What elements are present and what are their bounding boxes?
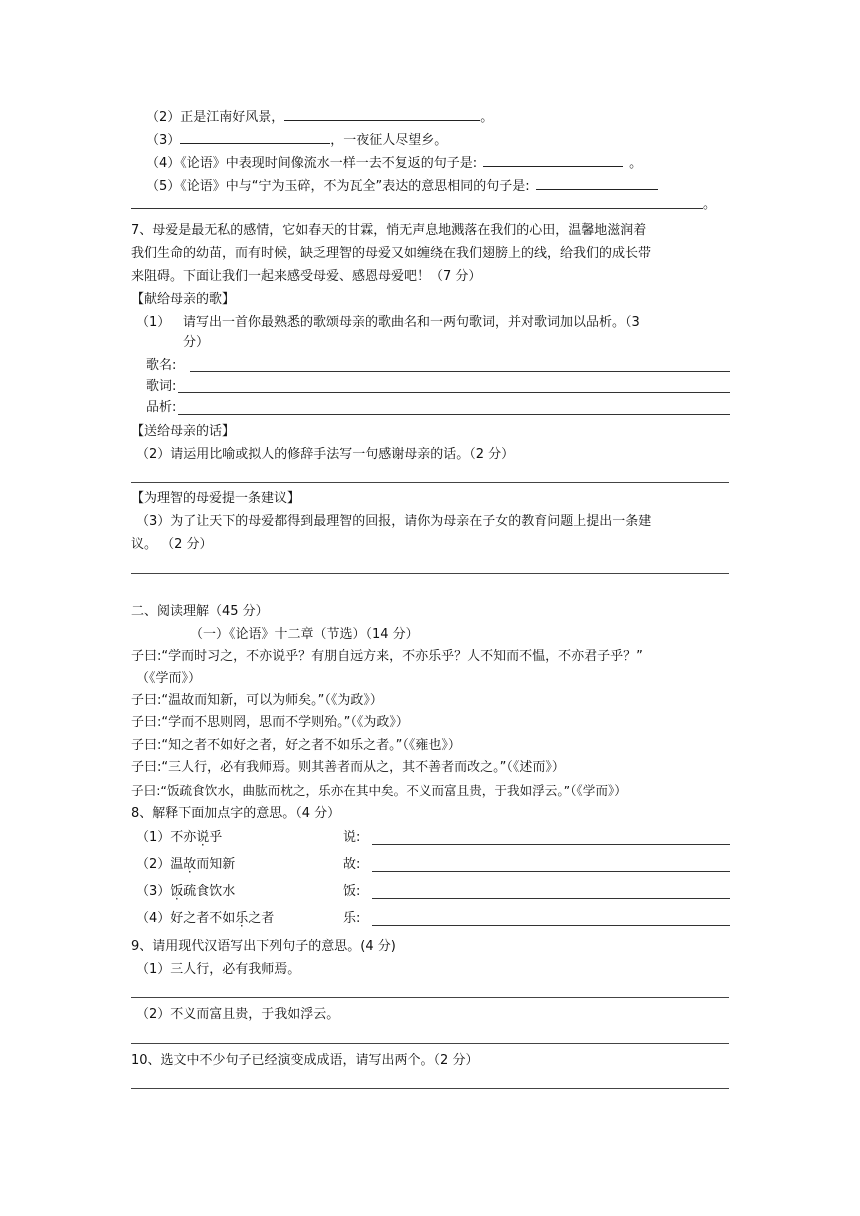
q8-item-2-key: 故:	[343, 857, 361, 872]
q9-sentence-1: （1）三人行，必有我师焉。	[136, 962, 301, 977]
q7-line-2: 我们生命的幼苗，而有时候，缺乏理智的母爱又如缠绕在我们翅膀上的线，给我们的成长带	[131, 246, 652, 261]
q8-item-2	[136, 856, 235, 874]
q8-item-4-answer[interactable]	[372, 925, 730, 926]
q8-item-4-dotted-char: 乐	[235, 911, 249, 926]
q8-item-3-dotted-char: 饭	[170, 884, 184, 899]
item-2-text: （2）正是江南好风景，	[146, 110, 285, 125]
quote-1: 子曰:“学而时习之，不亦说乎？有朋自远方来，不亦乐乎？人不知而不愠，不亦君子乎？”	[131, 649, 643, 664]
q7-section-3-title: 【为理智的母爱提一条建议】	[131, 491, 301, 506]
song-name-field[interactable]	[190, 371, 730, 372]
q8-item-3	[136, 883, 235, 901]
q10-title: 10、选文中不少句子已经演变成成语，请写出两个。（2 分）	[131, 1053, 479, 1068]
item-3-mid: ，一夜征人尽望乡。	[330, 133, 448, 148]
q8-item-2-post: 而知新	[196, 857, 236, 872]
part-2-heading: 二、阅读理解（45 分）	[131, 604, 269, 619]
item-5-end: 。	[703, 197, 717, 212]
q7-3-line-2: 议。 （2 分）	[131, 537, 213, 552]
item-4-blank[interactable]	[483, 153, 623, 167]
item-4-end: 。	[629, 156, 643, 171]
q7-2-answer-line[interactable]	[131, 482, 729, 483]
part-2-subheading: （一）《论语》十二章（节选）（14 分）	[190, 627, 419, 642]
q8-item-4-pre: （4）好之者不如	[136, 911, 236, 926]
item-2-line	[146, 107, 493, 127]
q8-item-3-post: 疏食饮水	[183, 884, 236, 899]
q7-section-2-title: 【送给母亲的话】	[131, 424, 236, 439]
q8-item-1	[136, 829, 222, 847]
q8-item-1-key: 说:	[343, 830, 361, 845]
q8-item-1-dotted-char: 说	[196, 830, 210, 845]
item-5-line	[146, 176, 658, 196]
q7-2-question: （2）请运用比喻或拟人的修辞手法写一句感谢母亲的话。（2 分）	[136, 447, 515, 462]
q8-item-1-answer[interactable]	[372, 844, 730, 845]
q8-item-1-pre: （1）不亦	[136, 830, 197, 845]
item-5-text: （5）《论语》中与“宁为玉碎，不为瓦全”表达的意思相同的句子是:	[146, 179, 530, 194]
item-2-end: 。	[480, 110, 494, 125]
q8-item-1-post: 乎	[209, 830, 223, 845]
q8-item-3-key: 饭:	[343, 884, 361, 899]
q9-2-answer-line[interactable]	[131, 1043, 729, 1044]
q7-3-line-1: （3）为了让天下的母爱都得到最理智的回报，请你为母亲在子女的教育问题上提出一条建	[136, 514, 652, 529]
q7-line-3: 来阻碍。下面让我们一起来感受母爱、感恩母爱吧！（7 分）	[131, 269, 482, 284]
q7-3-answer-line[interactable]	[131, 573, 729, 574]
q7-1-line-2: 分）	[183, 335, 210, 350]
song-name-label: 歌名:	[146, 358, 177, 373]
q8-title: 8、解释下面加点字的意思。（4 分）	[131, 806, 341, 821]
analysis-field[interactable]	[178, 414, 730, 415]
q8-item-4-post: 之者	[248, 911, 275, 926]
q8-item-4-key: 乐:	[343, 911, 361, 926]
q8-item-4	[136, 910, 274, 928]
q8-item-2-pre: （2）温	[136, 857, 184, 872]
quote-3: 子曰:“学而不思则罔，思而不学则殆。”（《为政》）	[131, 715, 409, 730]
item-3-text: （3）	[146, 133, 181, 148]
q9-1-answer-line[interactable]	[131, 997, 729, 998]
lyrics-label: 歌词:	[146, 379, 177, 394]
item-5-blank-continued[interactable]	[131, 208, 703, 209]
quote-6: 子曰:“饭疏食饮水，曲肱而枕之，乐亦在其中矣。不义而富且贵，于我如浮云。”（《学而》）	[131, 783, 627, 798]
lyrics-field[interactable]	[178, 392, 730, 393]
q8-item-3-pre: （3）	[136, 884, 171, 899]
item-5-blank[interactable]	[536, 176, 658, 190]
quote-5: 子曰:“三人行，必有我师焉。则其善者而从之，其不善者而改之。”（《述而》）	[131, 760, 565, 775]
q7-section-1-title: 【献给母亲的歌】	[131, 292, 236, 307]
item-4-text: （4）《论语》中表现时间像流水一样一去不复返的句子是:	[146, 156, 478, 171]
q7-1-line-1: 请写出一首你最熟悉的歌颂母亲的歌曲名和一两句歌词，并对歌词加以品析。（3	[183, 315, 640, 330]
quote-2: 子曰:“温故而知新，可以为师矣。”（《为政》）	[131, 693, 383, 708]
q9-title: 9、请用现代汉语写出下列句子的意思。(4 分)	[131, 939, 396, 954]
quote-1-source: （《学而》）	[136, 671, 202, 686]
q10-answer-line[interactable]	[131, 1088, 729, 1089]
quote-4: 子曰:“知之者不如好之者，好之者不如乐之者。”（《雍也》）	[131, 738, 461, 753]
analysis-label: 品析:	[146, 400, 177, 415]
q8-item-2-answer[interactable]	[372, 871, 730, 872]
item-4-line	[146, 153, 642, 173]
q8-item-2-dotted-char: 故	[183, 857, 197, 872]
q8-item-3-answer[interactable]	[372, 898, 730, 899]
q7-1-number: （1）	[136, 315, 171, 330]
q7-line-1: 7、母爱是最无私的感情，它如春天的甘霖，悄无声息地溅落在我们的心田，温馨地滋润着	[131, 223, 647, 238]
item-2-blank[interactable]	[284, 107, 480, 121]
item-3-blank[interactable]	[180, 130, 330, 144]
q9-sentence-2: （2）不义而富且贵，于我如浮云。	[136, 1007, 340, 1022]
item-3-line	[146, 130, 447, 150]
